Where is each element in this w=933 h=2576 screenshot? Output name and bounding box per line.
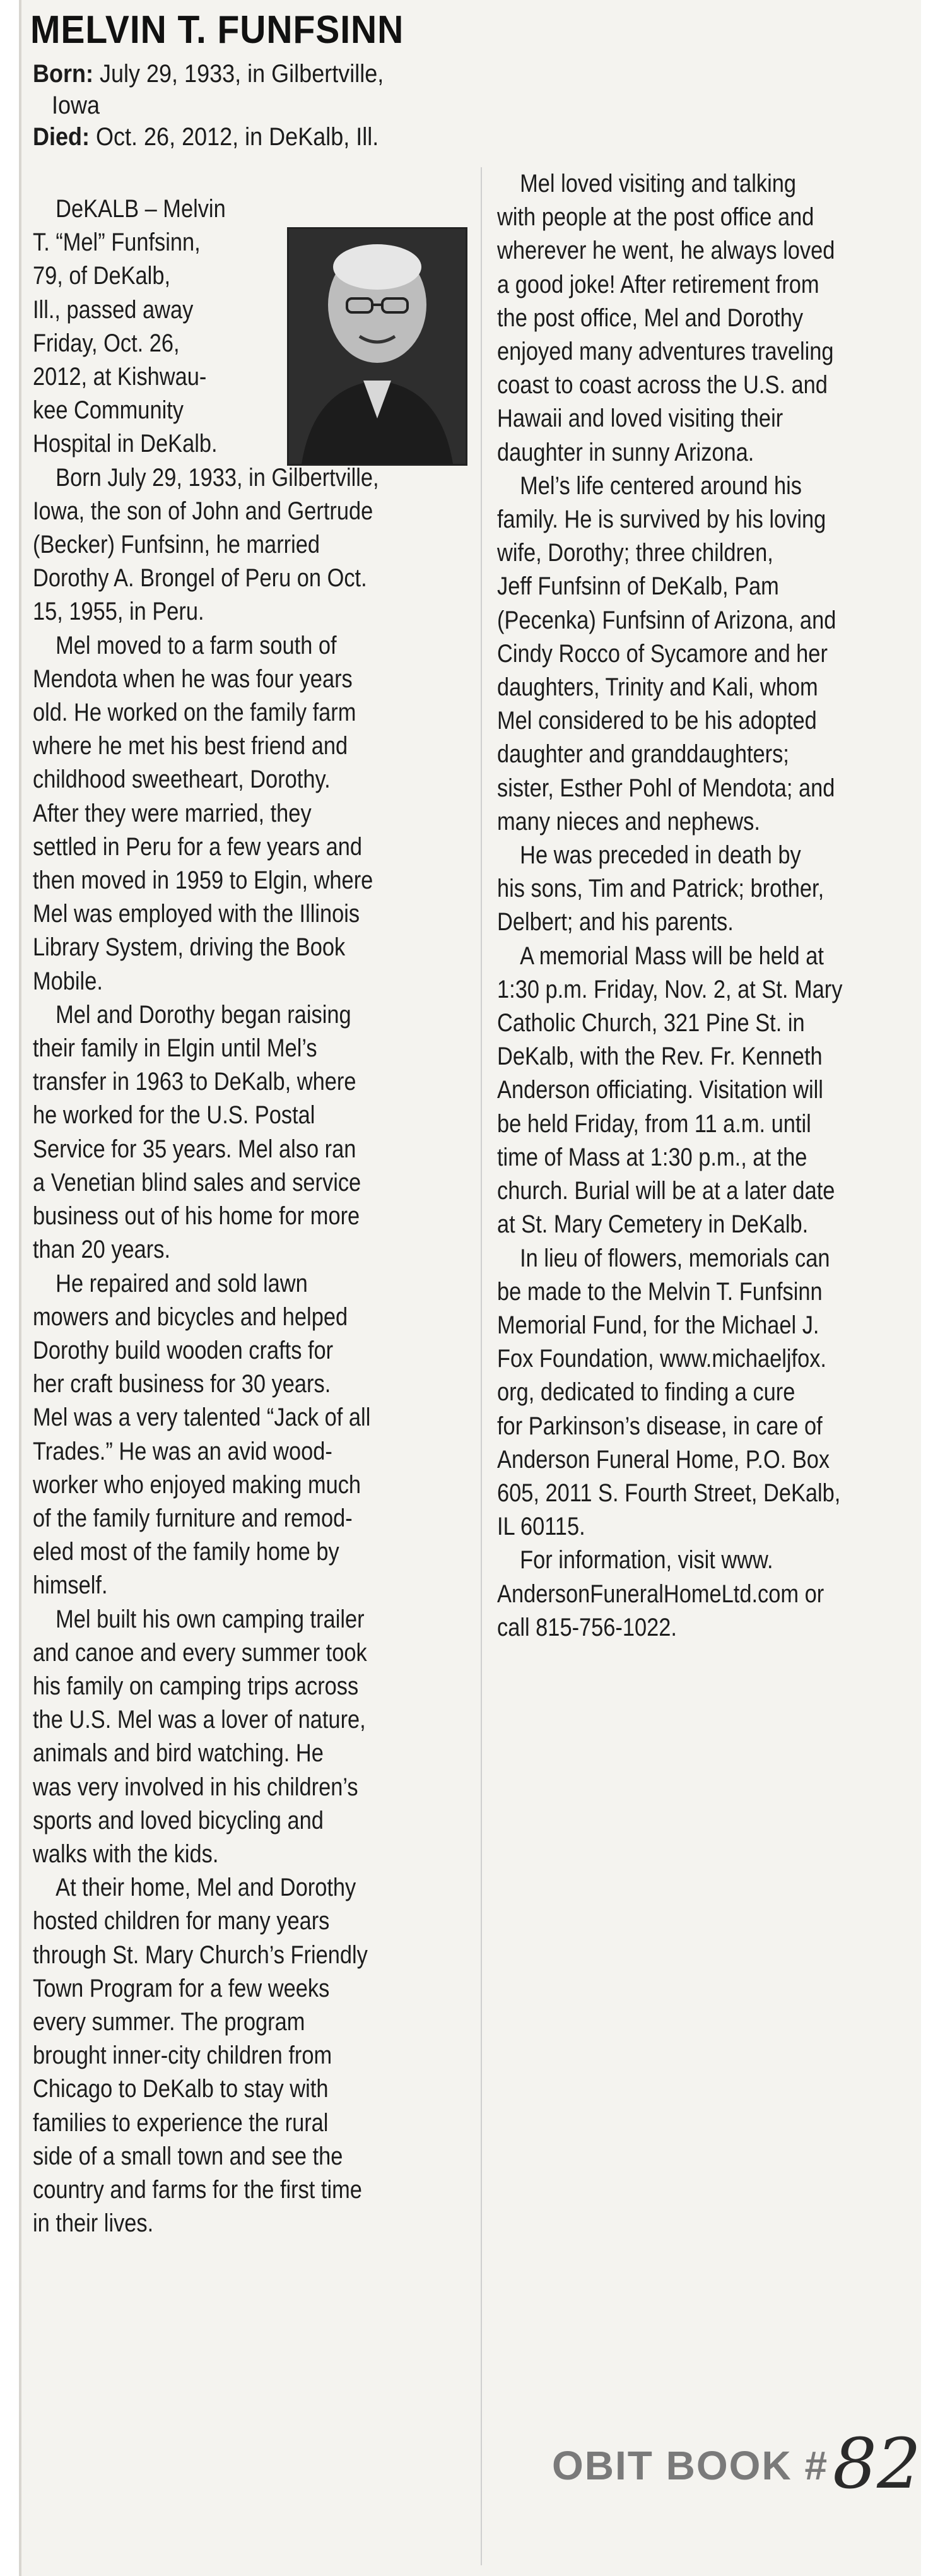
left_lines-line: Friday, Oct. 26,	[33, 329, 180, 357]
right_lines-line: IL 60115.	[497, 1513, 585, 1541]
left_lines-line: Mel moved to a farm south of	[56, 631, 337, 659]
left_lines-line: side of a small town and see the	[33, 2142, 343, 2170]
right_lines-line: wherever he went, he always loved	[497, 237, 835, 265]
left_lines-line: Mel was a very talented “Jack of all	[33, 1403, 371, 1432]
right_lines-line: call 815-756-1022.	[497, 1613, 677, 1641]
right_lines-line: AndersonFuneralHomeLtd.com or	[497, 1580, 824, 1608]
right_lines-line: (Pecenka) Funfsinn of Arizona, and	[497, 606, 836, 634]
right_lines-line: many nieces and nephews.	[497, 807, 760, 836]
right-column	[497, 167, 901, 1645]
right_lines-line: enjoyed many adventures traveling	[497, 338, 834, 366]
right_lines-line: time of Mass at 1:30 p.m., at the	[497, 1143, 807, 1171]
left_lines-line: animals and bird watching. He	[33, 1739, 324, 1768]
left_lines-line: old. He worked on the family farm	[33, 699, 356, 727]
obituary-headline: MELVIN T. FUNFSINN	[30, 8, 404, 52]
right_lines-line: daughters, Trinity and Kali, whom	[497, 673, 818, 702]
right_lines-line: org, dedicated to finding a cure	[497, 1378, 795, 1407]
left_lines-line: a Venetian blind sales and service	[33, 1168, 361, 1196]
left_lines-line: country and farms for the first time	[33, 2175, 362, 2204]
right_lines-line: 1:30 p.m. Friday, Nov. 2, at St. Mary	[497, 975, 843, 1003]
right_lines-line: daughter in sunny Arizona.	[497, 438, 754, 466]
left_lines-line: sports and loved bicycling and	[33, 1806, 324, 1835]
right_lines-line: Anderson Funeral Home, P.O. Box	[497, 1445, 830, 1474]
left_lines-line: then moved in 1959 to Elgin, where	[33, 866, 373, 895]
born-line	[33, 58, 384, 90]
right_lines-line: Hawaii and loved visiting their	[497, 405, 783, 433]
left_lines-line: was very involved in his children’s	[33, 1773, 358, 1801]
left_lines-line: of the family furniture and remod-	[33, 1504, 353, 1532]
left_lines-line: hosted children for many years	[33, 1907, 330, 1935]
left_lines-line: T. “Mel” Funfsinn,	[33, 228, 201, 257]
right_lines-line: Mel loved visiting and talking	[520, 170, 797, 198]
right_lines-line: Memorial Fund, for the Michael J.	[497, 1311, 819, 1339]
left_lines-line: mowers and bicycles and helped	[33, 1303, 348, 1331]
left_lines-line: Library System, driving the Book	[33, 933, 346, 962]
left_lines-line: through St. Mary Church’s Friendly	[33, 1941, 368, 1969]
left_lines-line: he worked for the U.S. Postal	[33, 1101, 315, 1130]
born-value-line1: July 29, 1933, in Gilbertville,	[99, 60, 384, 88]
right_lines-line: family. He is survived by his loving	[497, 505, 826, 534]
right_lines-line: at St. Mary Cemetery in DeKalb.	[497, 1210, 809, 1239]
left-column	[33, 192, 487, 2240]
left_lines-line: He repaired and sold lawn	[56, 1269, 308, 1297]
left_lines-line: 15, 1955, in Peru.	[33, 598, 204, 626]
right_lines-line: DeKalb, with the Rev. Fr. Kenneth	[497, 1043, 823, 1071]
right_lines-line: Mel’s life centered around his	[520, 471, 802, 500]
obit-book-number: 82	[833, 2423, 921, 2504]
died-label: Died:	[33, 123, 90, 151]
right_lines-line: He was preceded in death by	[520, 841, 801, 870]
left_lines-line: in their lives.	[33, 2209, 154, 2238]
right_lines-line: for Parkinson’s disease, in care of	[497, 1412, 823, 1440]
right_lines-line: a good joke! After retirement from	[497, 270, 819, 298]
left_lines-line: settled in Peru for a few years and	[33, 832, 363, 861]
right_lines-line: be held Friday, from 11 a.m. until	[497, 1109, 811, 1138]
right_lines-line: Delbert; and his parents.	[497, 908, 734, 936]
obit-book-stamp: OBIT BOOK #	[552, 2443, 829, 2488]
left_lines-line: Mel and Dorothy began raising	[56, 1000, 351, 1029]
right_lines-line: Anderson officiating. Visitation will	[497, 1076, 823, 1104]
left_lines-line: their family in Elgin until Mel’s	[33, 1034, 317, 1063]
left_lines-line: Mel built his own camping trailer	[56, 1605, 365, 1633]
left_lines-line: Trades.” He was an avid wood-	[33, 1437, 332, 1465]
left_lines-line: and canoe and every summer took	[33, 1638, 367, 1667]
left_lines-line: business out of his home for more	[33, 1202, 360, 1231]
left_lines-line: (Becker) Funfsinn, he married	[33, 531, 320, 559]
left_lines-line: transfer in 1963 to DeKalb, where	[33, 1068, 356, 1096]
left_lines-line: families to experience the rural	[33, 2108, 329, 2137]
left_lines-line: every summer. The program	[33, 2007, 305, 2036]
right_lines-line: 605, 2011 S. Fourth Street, DeKalb,	[497, 1479, 841, 1507]
right_lines-line: his sons, Tim and Patrick; brother,	[497, 875, 824, 903]
left_lines-line: Iowa, the son of John and Gertrude	[33, 497, 373, 525]
right_lines-line: Fox Foundation, www.michaeljfox.	[497, 1345, 826, 1373]
left_lines-line: brought inner-city children from	[33, 2041, 332, 2070]
right_lines-line: sister, Esther Pohl of Mendota; and	[497, 774, 835, 802]
died-line	[33, 121, 378, 153]
left_lines-line: 2012, at Kishwau-	[33, 363, 207, 391]
left_lines-line: Dorothy build wooden crafts for	[33, 1336, 334, 1364]
born-label: Born:	[33, 60, 93, 88]
left_lines-line: Mobile.	[33, 967, 103, 995]
left_lines-line: After they were married, they	[33, 799, 312, 827]
right_lines-line: Mel considered to be his adopted	[497, 707, 817, 735]
left_lines-line: worker who enjoyed making much	[33, 1470, 361, 1499]
left_lines-line: 79, of DeKalb,	[33, 262, 171, 290]
left_lines-line: than 20 years.	[33, 1236, 171, 1264]
right_lines-line: Jeff Funfsinn of DeKalb, Pam	[497, 572, 779, 601]
left_lines-line: Chicago to DeKalb to stay with	[33, 2075, 329, 2103]
left_lines-line: his family on camping trips across	[33, 1672, 359, 1700]
right_lines-line: In lieu of flowers, memorials can	[520, 1244, 830, 1272]
left_lines-line: At their home, Mel and Dorothy	[56, 1874, 356, 1902]
right_lines-line: wife, Dorothy; three children,	[497, 539, 773, 567]
left_lines-line: walks with the kids.	[33, 1840, 219, 1868]
right_lines-line: with people at the post office and	[497, 203, 814, 232]
left_lines-line: the U.S. Mel was a lover of nature,	[33, 1706, 366, 1734]
left_lines-line: where he met his best friend and	[33, 732, 348, 760]
right_lines-line: Cindy Rocco of Sycamore and her	[497, 639, 828, 668]
right_lines-line: the post office, Mel and Dorothy	[497, 304, 804, 332]
left_lines-line: Mendota when he was four years	[33, 665, 353, 693]
left_lines-line: DeKALB – Melvin	[56, 195, 226, 223]
left_lines-line: Dorothy A. Brongel of Peru on Oct.	[33, 564, 367, 593]
right_lines-line: A memorial Mass will be held at	[520, 942, 824, 970]
left_lines-line: Town Program for a few weeks	[33, 1974, 330, 2002]
right_lines-line: daughter and granddaughters;	[497, 740, 789, 769]
clipping-edge	[19, 0, 21, 2576]
right_lines-line: be made to the Melvin T. Funfsinn	[497, 1277, 823, 1306]
left_lines-line: Hospital in DeKalb.	[33, 430, 218, 458]
born-value-line2: Iowa	[52, 92, 100, 119]
left_lines-line: eled most of the family home by	[33, 1538, 339, 1566]
right_lines-line: For information, visit www.	[520, 1546, 773, 1575]
died-value: Oct. 26, 2012, in DeKalb, Ill.	[96, 123, 379, 151]
left_lines-line: her craft business for 30 years.	[33, 1370, 331, 1398]
right_lines-line: coast to coast across the U.S. and	[497, 371, 828, 399]
left_lines-line: Mel was employed with the Illinois	[33, 900, 360, 928]
left_lines-line: Service for 35 years. Mel also ran	[33, 1135, 356, 1163]
left_lines-line: Born July 29, 1933, in Gilbertville,	[56, 463, 379, 492]
left_lines-line: kee Community	[33, 396, 184, 425]
left_lines-line: childhood sweetheart, Dorothy.	[33, 765, 331, 794]
right_lines-line: church. Burial will be at a later date	[497, 1177, 835, 1205]
right_lines-line: Catholic Church, 321 Pine St. in	[497, 1009, 805, 1037]
left_lines-line: himself.	[33, 1571, 108, 1600]
left_lines-line: Ill., passed away	[33, 295, 194, 324]
born-line-2	[52, 90, 100, 121]
